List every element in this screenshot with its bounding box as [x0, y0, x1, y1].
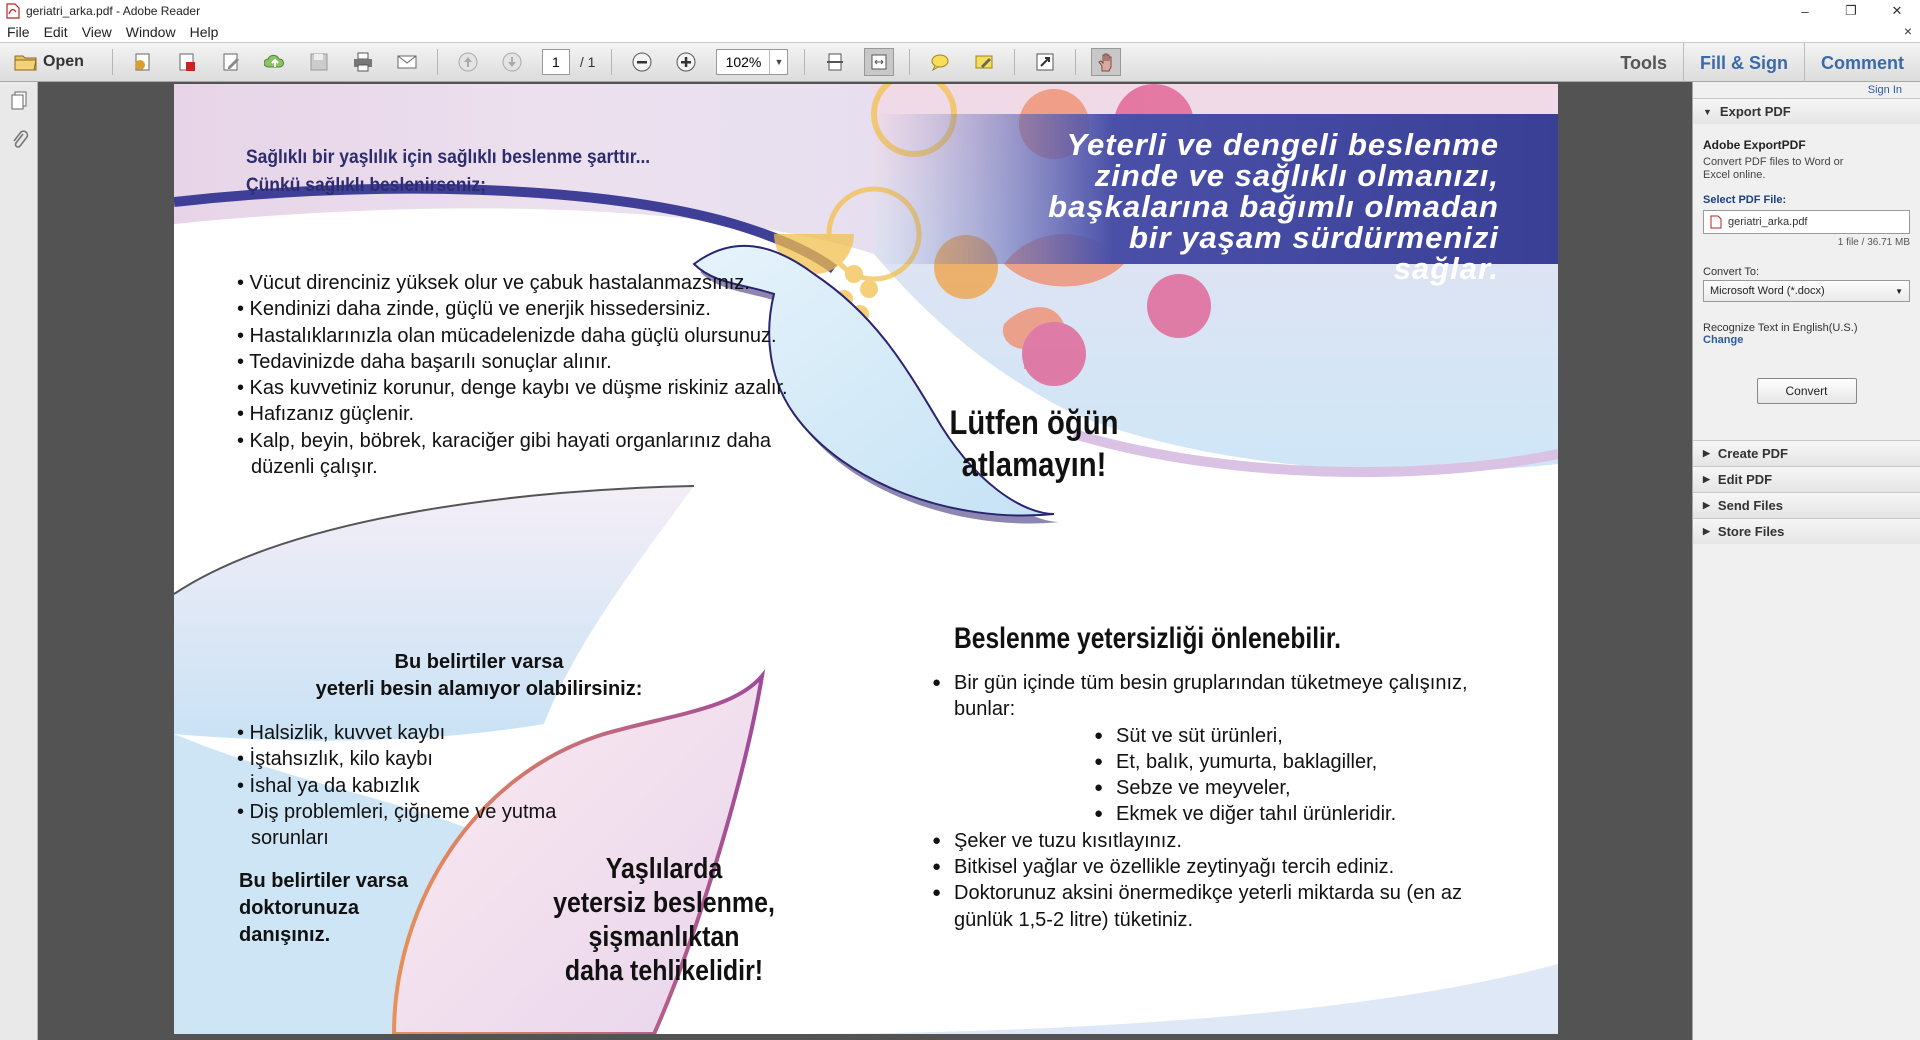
print-icon	[352, 51, 374, 73]
food-groups-list	[1094, 723, 1492, 828]
send-files-header[interactable]	[1693, 492, 1920, 518]
list-item: ● Sebze ve meyveler,	[1094, 775, 1492, 801]
headline	[1029, 129, 1499, 284]
attachments-button[interactable]	[0, 120, 38, 158]
list-item: ● Ekmek ve diğer tahıl ürünleridir.	[1094, 801, 1492, 827]
list-item: • Diş problemleri, çiğneme ve yutma sorunları	[237, 800, 557, 850]
list-item: ● Doktorunuz aksini önermedikçe yeterli miktarda su (en az günlük 1,5-2 litre) tüketiniz.	[932, 880, 1492, 933]
sign-in-link[interactable]: Sign In	[1867, 84, 1902, 96]
edit-pdf-label: Edit PDF	[1717, 472, 1773, 487]
export-pdf-label: Export PDF	[1719, 104, 1791, 119]
headline-line: bir yaşam sürdürmenizi sağlar.	[1128, 220, 1499, 286]
headline-line: Yeterli ve dengeli beslenme	[1066, 127, 1499, 162]
symptoms-heading-line: yeterli besin alamıyor olabilirsiniz:	[315, 678, 643, 700]
warning-line: yetersiz beslenme,	[553, 887, 775, 919]
leaf-message	[939, 402, 1128, 486]
attachment-icon	[9, 128, 29, 150]
leaf-line: atlamayın!	[961, 446, 1107, 484]
triangle-right-icon: ▶	[1703, 500, 1710, 510]
list-item: • Halsizlik, kuvvet kaybı	[237, 722, 446, 744]
list-item: • Kendinizi daha zinde, güçlü ve enerjik hissedersiniz.	[237, 298, 711, 321]
comment-icon	[929, 51, 951, 73]
toolbar-separator	[1075, 49, 1076, 75]
store-files-label: Store Files	[1717, 524, 1785, 539]
highlight-icon	[973, 51, 995, 73]
pdf-file-icon	[1710, 215, 1722, 229]
symptoms-advice	[239, 868, 479, 949]
title-bar	[0, 0, 1920, 22]
prev-page-button[interactable]	[453, 48, 483, 76]
list-item: • Kalp, beyin, böbrek, karaciğer gibi hayati organlarınız daha düzenli çalışır.	[237, 429, 771, 479]
symptoms-heading	[254, 649, 704, 703]
toolbar-separator	[437, 49, 438, 75]
window-title: geriatri_arka.pdf - Adobe Reader	[26, 4, 201, 18]
pdf-page	[174, 84, 1558, 1034]
list-item: ● Süt ve süt ürünleri,	[1094, 723, 1492, 749]
warning-message	[535, 852, 793, 988]
fit-page-icon	[824, 51, 846, 73]
create-icon	[132, 51, 154, 73]
symptoms-heading-line: Bu belirtiler varsa	[394, 651, 564, 673]
benefits-list	[237, 270, 797, 480]
prev-page-icon	[457, 51, 479, 73]
edit-icon	[220, 51, 242, 73]
triangle-down-icon: ▼	[1703, 106, 1712, 117]
menu-edit[interactable]: Edit	[43, 24, 68, 40]
menu-window[interactable]: Window	[125, 24, 176, 40]
toolbar-separator	[112, 49, 113, 75]
triangle-right-icon: ▶	[1703, 526, 1710, 536]
intro-line: Sağlıklı bir yaşlılık için sağlıklı beslenme şarttır...	[246, 147, 651, 168]
triangle-right-icon: ▶	[1703, 448, 1710, 458]
fill-sign-button[interactable]: Fill & Sign	[1683, 43, 1804, 83]
headline-line: başkalarına bağımlı olmadan	[1048, 189, 1499, 224]
close-document-button[interactable]: ×	[1903, 23, 1912, 39]
minimize-button[interactable]: –	[1801, 3, 1809, 19]
export-description: Convert PDF files to Word or Excel online.	[1703, 156, 1844, 181]
menu-view[interactable]: View	[81, 24, 112, 40]
list-item: ● Bitkisel yağlar ve özellikle zeytinyağı tercih ediniz.	[932, 854, 1492, 880]
fit-page-button[interactable]	[820, 48, 850, 76]
highlight-button[interactable]	[969, 48, 999, 76]
toolbar-separator	[804, 49, 805, 75]
export-icon	[176, 51, 198, 73]
pdf-file-icon	[6, 3, 20, 19]
file-info: 1 file / 36.71 MB	[1837, 237, 1910, 248]
fullscreen-icon	[1034, 51, 1056, 73]
prevention-title: Beslenme yetersizliği önlenebilir.	[954, 622, 1341, 655]
list-item: ● Et, balık, yumurta, baklagiller,	[1094, 749, 1492, 775]
export-pdf-body	[1693, 124, 1920, 412]
page-thumbnails-button[interactable]	[0, 82, 38, 120]
convert-format-select[interactable]	[1703, 280, 1910, 302]
advice-line: danışınız.	[239, 924, 331, 946]
convert-format-value: Microsoft Word (*.docx)	[1710, 285, 1825, 297]
send-files-label: Send Files	[1717, 498, 1783, 513]
hand-tool-icon	[1095, 51, 1117, 73]
leaf-line: Lütfen öğün	[949, 404, 1119, 442]
list-item	[932, 670, 1492, 828]
list-item: • Tedavinizde daha başarılı sonuçlar alınır.	[237, 350, 612, 373]
comment-button[interactable]: Comment	[1804, 43, 1920, 83]
intro-line: Çünkü sağlıklı beslenirseniz;	[246, 175, 486, 196]
sticky-note-button[interactable]	[925, 48, 955, 76]
next-page-icon	[501, 51, 523, 73]
open-button[interactable]	[14, 48, 104, 76]
list-item: • Hafızanız güçlenir.	[237, 403, 415, 426]
triangle-right-icon: ▶	[1703, 474, 1710, 484]
advice-line: Bu belirtiler varsa	[239, 870, 408, 892]
intro-text	[246, 144, 650, 200]
advice-line: doktorunuza	[239, 897, 359, 919]
list-item: • İshal ya da kabızlık	[237, 774, 420, 797]
selected-file-field[interactable]	[1703, 210, 1910, 234]
menu-help[interactable]: Help	[189, 24, 219, 40]
upload-icon	[264, 51, 286, 73]
warning-line: Yaşlılarda	[605, 853, 723, 885]
upload-button[interactable]	[260, 48, 290, 76]
next-page-button[interactable]	[497, 48, 527, 76]
page-number-input[interactable]: 1	[542, 49, 570, 75]
create-pdf-header[interactable]	[1693, 440, 1920, 466]
toolbar-separator	[1014, 49, 1015, 75]
select-file-label: Select PDF File:	[1703, 194, 1787, 206]
store-files-header[interactable]	[1693, 518, 1920, 544]
zoom-in-button[interactable]	[671, 48, 701, 76]
zoom-out-icon	[631, 51, 653, 73]
save-button[interactable]	[304, 48, 334, 76]
fit-width-icon	[868, 51, 890, 73]
file-name: geriatri_arka.pdf	[1728, 216, 1808, 228]
navigation-pane	[0, 82, 38, 1040]
convert-button[interactable]: Convert	[1757, 378, 1857, 404]
headline-line: zinde ve sağlıklı olmanızı,	[1094, 158, 1499, 193]
menu-bar	[0, 22, 1920, 42]
chevron-down-icon[interactable]: ▼	[769, 50, 787, 74]
prevention-list	[932, 670, 1492, 933]
list-item: • İştahsızlık, kilo kaybı	[237, 748, 433, 771]
edit-button[interactable]	[216, 48, 246, 76]
save-icon	[308, 51, 330, 73]
toolbar	[0, 42, 1920, 82]
export-service-title: Adobe ExportPDF	[1703, 138, 1806, 152]
convert-to-label: Convert To:	[1703, 266, 1760, 278]
tools-pane	[1692, 82, 1920, 1040]
export-button[interactable]	[172, 48, 202, 76]
warning-line: şişmanlıktan	[588, 921, 740, 953]
page-total: / 1	[579, 54, 596, 70]
close-button[interactable]: ✕	[1891, 3, 1903, 18]
create-pdf-label: Create PDF	[1717, 446, 1788, 461]
symptoms-list	[237, 720, 577, 851]
toolbar-separator	[611, 49, 612, 75]
create-button[interactable]	[128, 48, 158, 76]
fullscreen-button[interactable]	[1030, 48, 1060, 76]
zoom-select[interactable]	[716, 49, 788, 75]
fit-width-button[interactable]	[864, 48, 894, 76]
email-button[interactable]	[392, 48, 422, 76]
open-folder-icon	[14, 52, 38, 72]
toolbar-separator	[909, 49, 910, 75]
hand-tool-button[interactable]	[1091, 48, 1121, 76]
email-icon	[396, 51, 418, 73]
maximize-button[interactable]: ❐	[1845, 3, 1857, 18]
pages-icon	[9, 90, 29, 112]
zoom-value: 102%	[725, 54, 762, 70]
zoom-in-icon	[675, 51, 697, 73]
prevention-intro: Bir gün içinde tüm besin gruplarından tüketmeye çalışınız, bunlar:	[954, 672, 1468, 721]
document-view[interactable]	[38, 82, 1692, 1040]
list-item: • Vücut direnciniz yüksek olur ve çabuk hastalanmazsınız.	[237, 272, 750, 294]
menu-file[interactable]: File	[7, 24, 30, 40]
tools-button[interactable]: Tools	[1620, 52, 1667, 73]
chevron-down-icon: ▼	[1895, 286, 1903, 296]
recognize-text: Recognize Text in English(U.S.)	[1703, 322, 1858, 334]
zoom-out-button[interactable]	[627, 48, 657, 76]
warning-line: daha tehlikelidir!	[564, 955, 764, 987]
list-item: • Kas kuvvetiniz korunur, denge kaybı ve düşme riskiniz azalır.	[237, 377, 788, 400]
edit-pdf-header[interactable]	[1693, 466, 1920, 492]
list-item: • Hastalıklarınızla olan mücadelenizde daha güçlü olursunuz.	[237, 324, 777, 347]
change-link[interactable]: Change	[1703, 334, 1744, 346]
export-pdf-header[interactable]	[1693, 98, 1920, 124]
print-button[interactable]	[348, 48, 378, 76]
list-item: ● Şeker ve tuzu kısıtlayınız.	[932, 828, 1492, 854]
open-label: Open	[43, 53, 84, 70]
